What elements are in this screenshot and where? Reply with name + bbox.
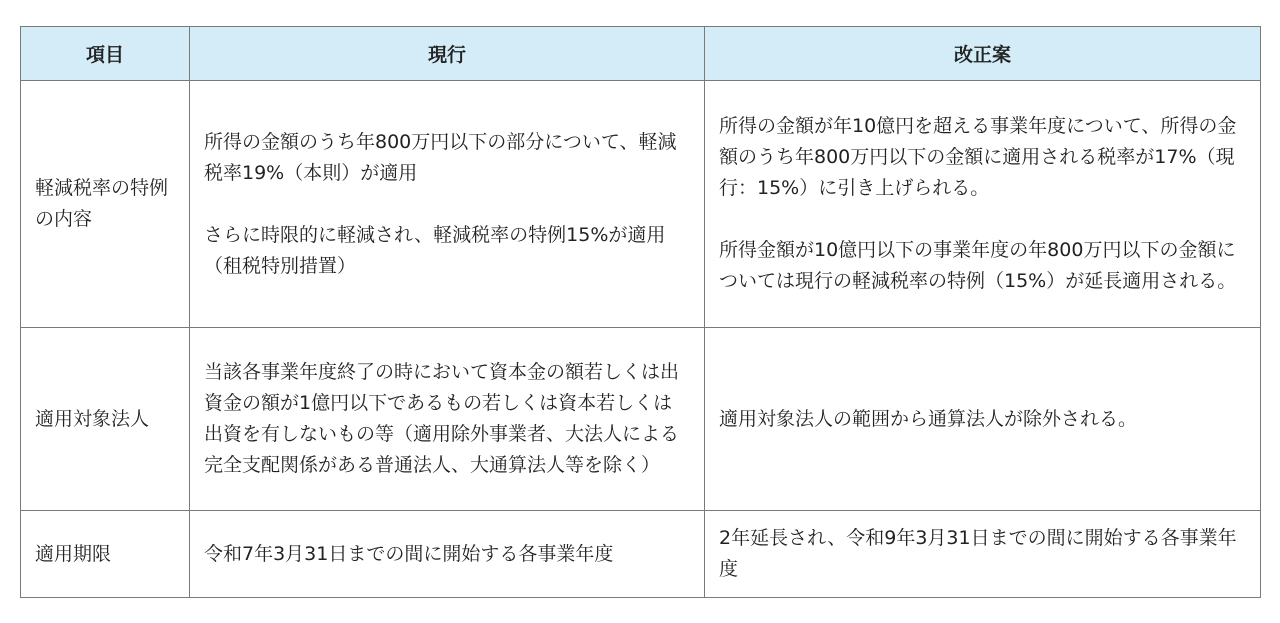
- header-item: 項目: [21, 27, 190, 81]
- row-item-deadline: 適用期限: [21, 511, 190, 598]
- row-current-eligible-corporations: [190, 328, 705, 511]
- row-current-deadline: [190, 511, 705, 598]
- header-row: [21, 27, 1261, 81]
- row-current-reduced-rate: [190, 81, 705, 328]
- proposed-text: 所得金額が10億円以下の事業年度の年800万円以下の金額については現行の軽減税率の特例（15%）が延長適用される。: [719, 239, 1237, 292]
- header-proposed: 改正案: [705, 27, 1261, 81]
- proposed-text: 適用対象法人の範囲から通算法人が除外される。: [719, 407, 1138, 430]
- table-row: [21, 328, 1261, 511]
- current-text: 当該各事業年度終了の時において資本金の額若しくは出資金の額が1億円以下であるもの若しくは資本若しくは出資を有しないもの等（適用除外事業者、大法人による完全支配関係がある普通法人、大通算法人等を除く）: [204, 361, 680, 476]
- table-row: [21, 81, 1261, 328]
- row-item-eligible-corporations: 適用対象法人: [21, 328, 190, 511]
- proposed-text: 所得の金額が年10億円を超える事業年度について、所得の金額のうち年800万円以下の金額に適用される税率が17%（現行：15%）に引き上げられる。: [719, 115, 1237, 199]
- row-proposed-eligible-corporations: [705, 328, 1261, 511]
- header-current: 現行: [190, 27, 705, 81]
- row-proposed-deadline: [705, 511, 1261, 598]
- current-text: さらに時限的に軽減され、軽減税率の特例15%が適用（租税特別措置）: [204, 223, 666, 277]
- row-item-reduced-rate: 軽減税率の特例の内容: [21, 81, 190, 328]
- table-row: [21, 511, 1261, 598]
- current-text: 所得の金額のうち年800万円以下の部分について、軽減税率19%（本則）が適用: [204, 130, 677, 184]
- proposed-text: 2年延長され、令和9年3月31日までの間に開始する各事業年度: [719, 527, 1237, 580]
- comparison-table-wrapper: [20, 26, 1260, 598]
- current-text: 令和7年3月31日までの間に開始する各事業年度: [204, 542, 614, 565]
- comparison-table: [20, 26, 1261, 598]
- row-proposed-reduced-rate: [705, 81, 1261, 328]
